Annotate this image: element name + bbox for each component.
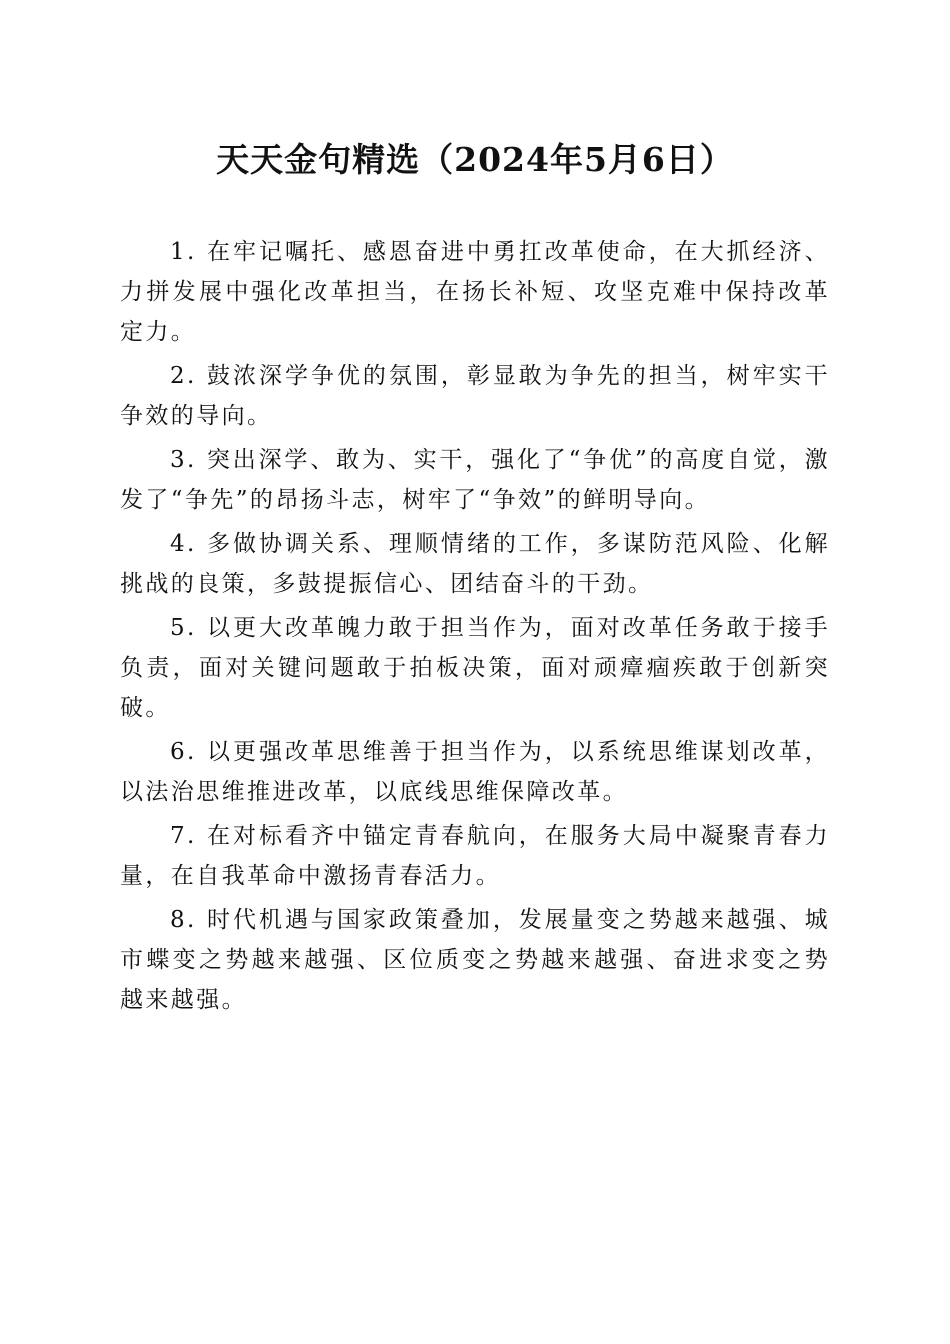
quote-paragraph-8: 8. 时代机遇与国家政策叠加，发展量变之势越来越强、城市蝶变之势越来越强、区位质变之势越来越强、奋进求变之势越来越强。 <box>120 907 830 1013</box>
quote-paragraph-2: 2. 鼓浓深学争优的氛围，彰显敢为争先的担当，树牢实干争效的导向。 <box>120 363 830 429</box>
quote-paragraph-5: 5. 以更大改革魄力敢于担当作为，面对改革任务敢于接手负责，面对关键问题敢于拍板决策，面对顽瘴痼疾敢于创新突破。 <box>120 615 830 721</box>
quote-paragraph-4: 4. 多做协调关系、理顺情绪的工作，多谋防范风险、化解挑战的良策，多鼓提振信心、团结奋斗的干劲。 <box>120 531 830 597</box>
quote-paragraph-6: 6. 以更强改革思维善于担当作为，以系统思维谋划改革，以法治思维推进改革，以底线思维保障改革。 <box>120 739 830 805</box>
quote-paragraph-3: 3. 突出深学、敢为、实干，强化了“争优”的高度自觉，激发了“争先”的昂扬斗志，树牢了“争效”的鲜明导向。 <box>120 447 830 513</box>
quote-paragraph-7: 7. 在对标看齐中锚定青春航向，在服务大局中凝聚青春力量，在自我革命中激扬青春活力。 <box>120 823 830 889</box>
document-body <box>120 232 830 1024</box>
document-title: 天天金句精选（2024年5月6日） <box>216 140 734 179</box>
quote-paragraph-1: 1. 在牢记嘱托、感恩奋进中勇扛改革使命，在大抓经济、力拼发展中强化改革担当，在扬长补短、攻坚克难中保持改革定力。 <box>120 239 830 345</box>
